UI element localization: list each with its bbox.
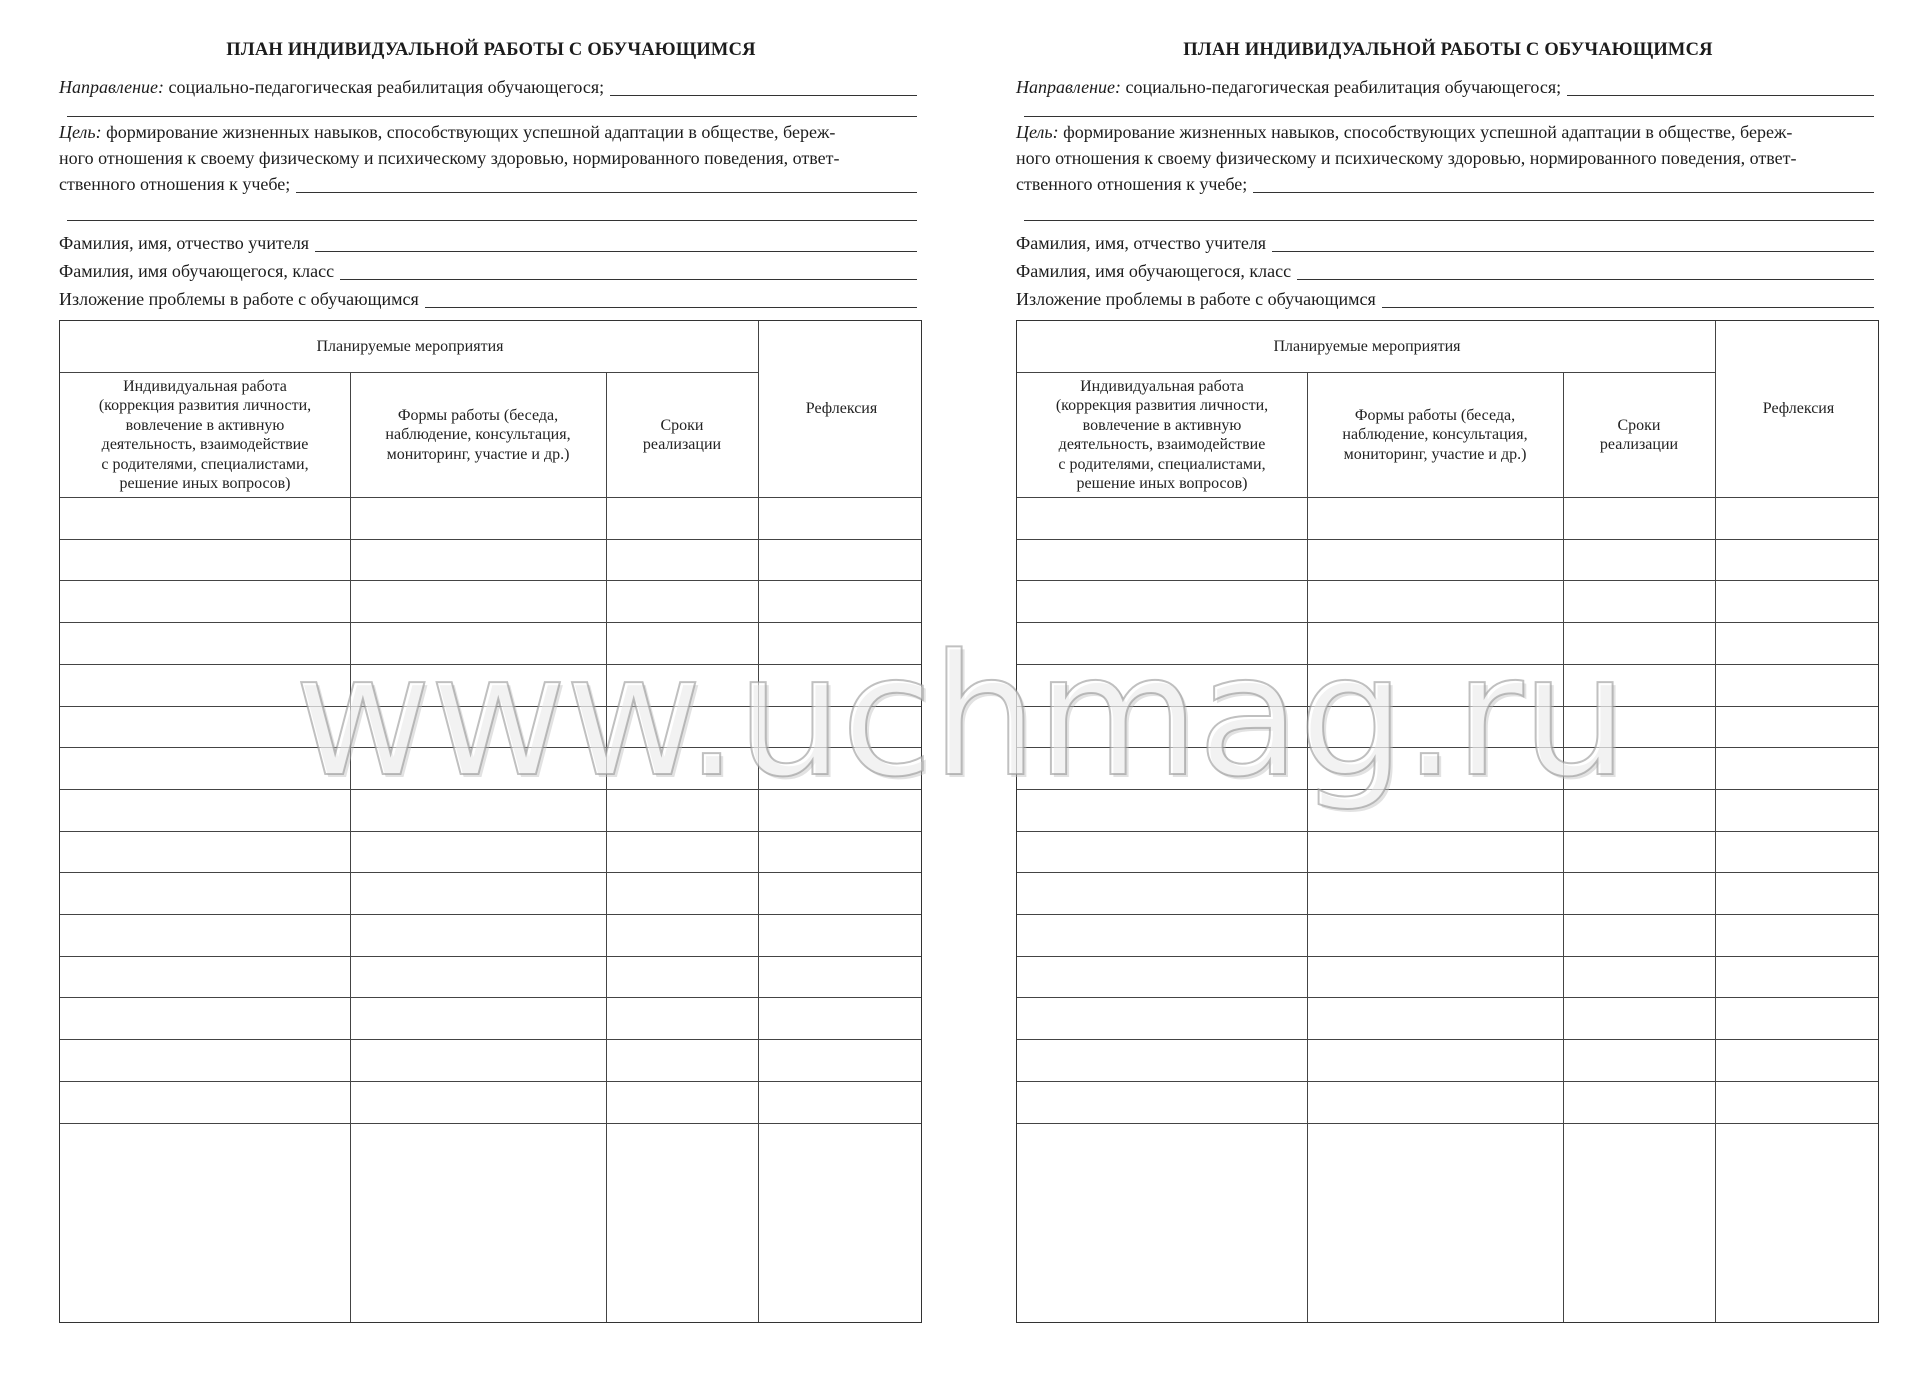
header-line: деятельность, взаимодействие — [101, 436, 309, 453]
header-line: реализации — [1599, 436, 1679, 453]
header-individual-work — [1017, 373, 1307, 497]
planned-activities-label: Планируемые мероприятия — [316, 338, 504, 356]
goal-text-3: ственного отношения к учебе; — [59, 174, 291, 194]
problem-blank[interactable] — [1382, 306, 1874, 308]
goal-text-1: формирование жизненных навыков, способствующих успешной адаптации в обществе, береж- — [1058, 122, 1793, 142]
direction-text: социально-педагогическая реабилитация обучающегося; — [1121, 77, 1562, 97]
table-row[interactable] — [1017, 914, 1878, 915]
direction-label: Направление: — [59, 77, 165, 97]
table-row[interactable] — [1017, 831, 1878, 832]
table-row[interactable] — [60, 580, 921, 581]
direction-blank-line[interactable] — [1024, 116, 1874, 117]
table-row[interactable] — [1017, 664, 1878, 665]
table-row[interactable] — [60, 1039, 921, 1040]
table-row[interactable] — [1017, 1123, 1878, 1124]
header-deadlines — [1563, 373, 1715, 497]
goal-text-2: ного отношения к своему физическому и психическому здоровью, нормированного поведения, ответ- — [1016, 148, 1797, 168]
header-line: решение иных вопросов) — [1076, 475, 1248, 492]
problem-line — [59, 285, 917, 312]
table-row[interactable] — [60, 872, 921, 873]
direction-text: социально-педагогическая реабилитация обучающегося; — [164, 77, 605, 97]
student-label: Фамилия, имя обучающегося, класс — [59, 261, 335, 281]
form-page-right — [1016, 0, 1880, 1377]
table-row[interactable] — [60, 622, 921, 623]
header-line: Сроки — [1617, 416, 1661, 434]
reflection-label: Рефлексия — [805, 400, 878, 418]
header-deadlines — [606, 373, 758, 497]
goal-line-2 — [59, 144, 917, 171]
form-title: ПЛАН ИНДИВИДУАЛЬНОЙ РАБОТЫ С ОБУЧАЮЩИМСЯ — [226, 40, 756, 60]
table-row[interactable] — [60, 497, 921, 498]
goal-text-1: формирование жизненных навыков, способствующих успешной адаптации в обществе, береж- — [101, 122, 836, 142]
form-page-left — [59, 0, 923, 1377]
table-row[interactable] — [1017, 497, 1878, 498]
col-divider-3 — [1715, 321, 1716, 1322]
header-line: наблюдение, консультация, — [385, 426, 571, 444]
direction-blank[interactable] — [1567, 94, 1874, 96]
student-blank[interactable] — [1297, 278, 1874, 280]
header-reflection — [760, 321, 923, 497]
header-line: вовлечение в активную — [125, 416, 285, 434]
table-row[interactable] — [1017, 622, 1878, 623]
direction-blank-line[interactable] — [67, 116, 917, 117]
goal-text-2: ного отношения к своему физическому и психическому здоровью, нормированного поведения, ответ- — [59, 148, 840, 168]
teacher-blank[interactable] — [315, 250, 917, 252]
header-line: Сроки — [660, 416, 704, 434]
table-row[interactable] — [1017, 956, 1878, 957]
problem-blank[interactable] — [425, 306, 917, 308]
teacher-label: Фамилия, имя, отчество учителя — [59, 233, 310, 253]
table-row[interactable] — [60, 1123, 921, 1124]
teacher-blank[interactable] — [1272, 250, 1874, 252]
col-divider-1 — [350, 372, 351, 1322]
table-row[interactable] — [60, 539, 921, 540]
table-row[interactable] — [1017, 580, 1878, 581]
student-line — [1016, 257, 1874, 284]
col-divider-1 — [1307, 372, 1308, 1322]
header-line: деятельность, взаимодействие — [1058, 436, 1266, 453]
watermark: www.uchmag.ru — [294, 618, 1626, 814]
header-work-forms — [350, 373, 606, 497]
goal-line-1 — [1016, 118, 1874, 145]
table-row[interactable] — [60, 997, 921, 998]
table-row[interactable] — [1017, 789, 1878, 790]
problem-line — [1016, 285, 1874, 312]
header-reflection — [1717, 321, 1880, 497]
header-line: (коррекция развития личности, — [98, 397, 312, 414]
table-row[interactable] — [1017, 539, 1878, 540]
header-line: Формы работы (беседа, — [1354, 406, 1516, 424]
teacher-label: Фамилия, имя, отчество учителя — [1016, 233, 1267, 253]
table-row[interactable] — [60, 706, 921, 707]
table-row[interactable] — [1017, 706, 1878, 707]
header-line: Индивидуальная работа — [123, 377, 287, 395]
reflection-label: Рефлексия — [1762, 400, 1835, 418]
goal-blank[interactable] — [1253, 191, 1874, 193]
goal-line-3 — [1016, 170, 1874, 197]
header-line: реализации — [642, 436, 722, 453]
header-line: наблюдение, консультация, — [1342, 426, 1528, 444]
col-divider-2 — [1563, 372, 1564, 1322]
plan-table — [1016, 320, 1879, 1323]
header-line: решение иных вопросов) — [119, 475, 291, 492]
header-line: (коррекция развития личности, — [1055, 397, 1269, 414]
student-line — [59, 257, 917, 284]
goal-label: Цель: — [1016, 122, 1059, 142]
col-divider-3 — [758, 321, 759, 1322]
planned-activities-label: Планируемые мероприятия — [1273, 338, 1461, 356]
header-line: с родителями, специалистами, — [1058, 455, 1266, 473]
header-line: с родителями, специалистами, — [101, 455, 309, 473]
form-title: ПЛАН ИНДИВИДУАЛЬНОЙ РАБОТЫ С ОБУЧАЮЩИМСЯ — [1183, 40, 1713, 60]
header-line: Индивидуальная работа — [1080, 377, 1244, 395]
table-row[interactable] — [60, 789, 921, 790]
goal-blank[interactable] — [296, 191, 917, 193]
teacher-line — [59, 229, 917, 256]
header-line: мониторинг, участие и др.) — [386, 445, 570, 463]
table-row[interactable] — [60, 1081, 921, 1082]
table-row[interactable] — [60, 664, 921, 665]
direction-blank[interactable] — [610, 94, 917, 96]
header-line: мониторинг, участие и др.) — [1343, 445, 1527, 463]
problem-label: Изложение проблемы в работе с обучающимся — [1016, 289, 1376, 309]
teacher-line — [1016, 229, 1874, 256]
table-row[interactable] — [60, 831, 921, 832]
plan-table — [59, 320, 922, 1323]
goal-line-2 — [1016, 144, 1874, 171]
goal-line-3 — [59, 170, 917, 197]
direction-label: Направление: — [1016, 77, 1122, 97]
table-row[interactable] — [60, 956, 921, 957]
direction-line — [1016, 73, 1874, 100]
goal-blank-line[interactable] — [67, 220, 917, 221]
table-row[interactable] — [1017, 872, 1878, 873]
student-blank[interactable] — [340, 278, 917, 280]
problem-label: Изложение проблемы в работе с обучающимся — [59, 289, 419, 309]
planned-activities-header — [1017, 321, 1717, 373]
col-divider-2 — [606, 372, 607, 1322]
student-label: Фамилия, имя обучающегося, класс — [1016, 261, 1292, 281]
direction-line — [59, 73, 917, 100]
header-individual-work — [60, 373, 350, 497]
table-row[interactable] — [1017, 1039, 1878, 1040]
table-row[interactable] — [60, 914, 921, 915]
goal-label: Цель: — [59, 122, 102, 142]
table-row[interactable] — [1017, 997, 1878, 998]
table-row[interactable] — [1017, 747, 1878, 748]
header-work-forms — [1307, 373, 1563, 497]
planned-activities-header — [60, 321, 760, 373]
header-line: Формы работы (беседа, — [397, 406, 559, 424]
header-line: вовлечение в активную — [1082, 416, 1242, 434]
table-row[interactable] — [1017, 1081, 1878, 1082]
goal-line-1 — [59, 118, 917, 145]
table-row[interactable] — [60, 747, 921, 748]
goal-blank-line[interactable] — [1024, 220, 1874, 221]
goal-text-3: ственного отношения к учебе; — [1016, 174, 1248, 194]
